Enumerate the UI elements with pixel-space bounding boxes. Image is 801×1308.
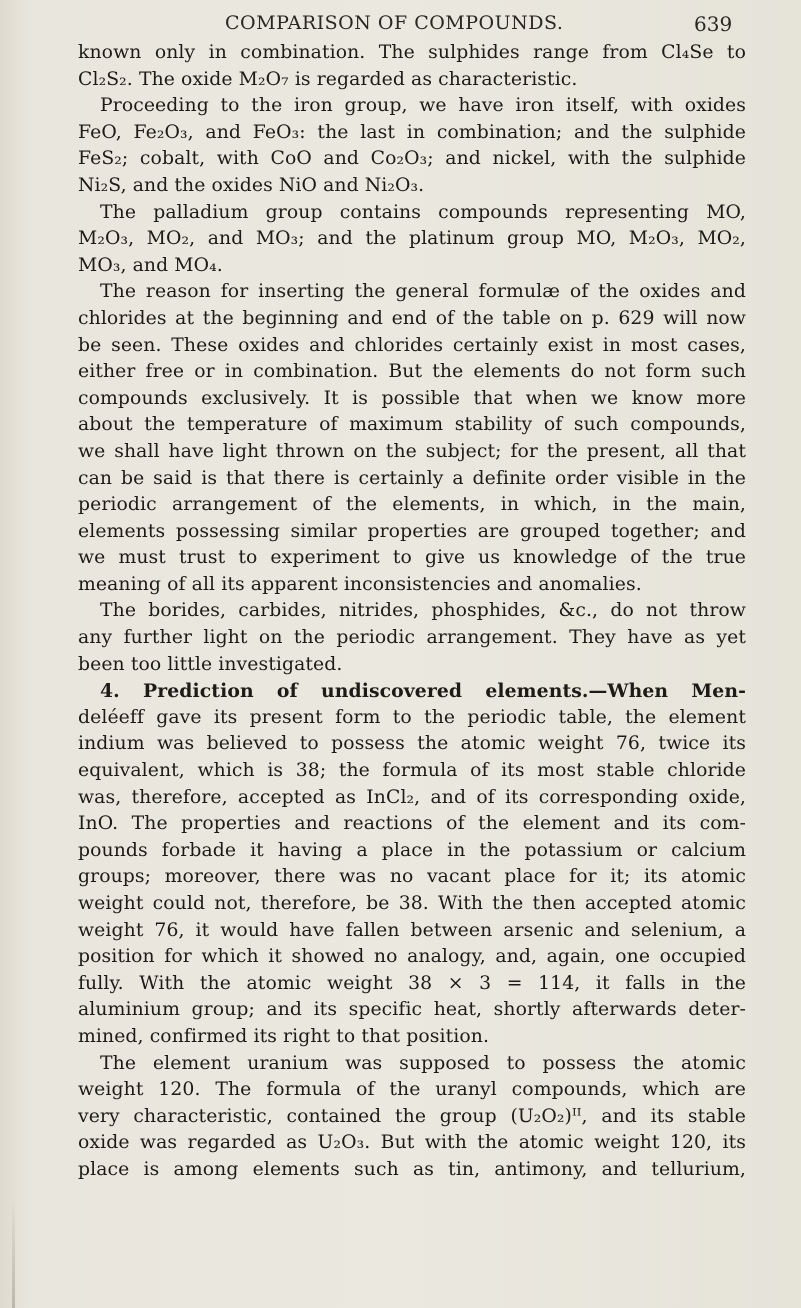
text-line: place is among elements such as tin, antimony, and tellurium, (78, 1158, 746, 1180)
text-line: equivalent, which is 38; the formula of its most stable chloride (78, 760, 746, 782)
text-line: MO₃, and MO₄. (78, 254, 223, 276)
text-line: groups; moreover, there was no vacant place for it; its atomic (78, 866, 746, 888)
text-line: was, therefore, accepted as InCl₂, and of its corresponding oxide, (78, 786, 746, 808)
page-header (0, 12, 760, 42)
text-line: known only in combination. The sulphides range from Cl₄Se to (78, 42, 746, 63)
text-line: weight 120. The formula of the uranyl compounds, which are (78, 1079, 746, 1101)
text-line: deléeff gave its present form to the periodic table, the element (78, 706, 746, 728)
text-line: oxide was regarded as U₂O₃. But with the atomic weight 120, its (78, 1132, 746, 1154)
text-line: mined, confirmed its right to that position. (78, 1025, 490, 1047)
text-line: be seen. These oxides and chlorides certainly exist in most cases, (78, 334, 746, 356)
text-line: pounds forbade it having a place in the potassium or calcium (78, 839, 746, 861)
text-line: elements possessing similar properties are grouped together; and (78, 520, 746, 542)
text-line: compounds exclusively. It is possible that when we know more (78, 387, 746, 409)
text-line: can be said is that there is certainly a definite order visible in the (78, 467, 746, 489)
text-line: indium was believed to possess the atomic weight 76, twice its (78, 733, 746, 755)
text-line: either free or in combination. But the elements do not form such (78, 361, 746, 383)
text-line: InO. The properties and reactions of the element and its com- (78, 813, 746, 835)
text-line: position for which it showed no analogy, and, again, one occupied (78, 946, 746, 968)
text-line: FeO, Fe₂O₃, and FeO₃: the last in combination; and the sulphide (78, 121, 746, 143)
section-heading-line: 4. Prediction of undiscovered elements.—When Men- (100, 680, 746, 703)
text-line: The reason for inserting the general formulæ of the oxides and (100, 281, 746, 303)
text-line: very characteristic, contained the group (U₂O₂)ᴵᴵ, and its stable (78, 1105, 746, 1127)
text-line: Proceeding to the iron group, we have iron itself, with oxides (100, 95, 746, 117)
page-number: 639 (694, 12, 733, 36)
text-line: meaning of all its apparent inconsistencies and anomalies. (78, 573, 642, 595)
text-line: The borides, carbides, nitrides, phosphides, &c., do not throw (100, 600, 746, 622)
text-line: aluminium group; and its specific heat, shortly afterwards deter- (78, 999, 746, 1021)
text-line: fully. With the atomic weight 38 × 3 = 114, it falls in the (78, 972, 746, 994)
text-line: any further light on the periodic arrangement. They have as yet (78, 627, 746, 649)
running-head: COMPARISON OF COMPOUNDS. (225, 12, 564, 34)
text-line: The palladium group contains compounds representing MO, (100, 201, 746, 223)
text-line: been too little investigated. (78, 653, 343, 675)
text-line: chlorides at the beginning and end of the table on p. 629 will now (78, 307, 746, 329)
text-line: periodic arrangement of the elements, in which, in the main, (78, 494, 746, 516)
text-line: we must trust to experiment to give us knowledge of the true (78, 547, 746, 569)
text-line: weight could not, therefore, be 38. With the then accepted atomic (78, 893, 746, 914)
body-text (78, 40, 746, 1184)
page-edge-shadow (12, 1200, 15, 1308)
text-line: FeS₂; cobalt, with CoO and Co₂O₃; and nickel, with the sulphide (78, 148, 746, 170)
text-line: Ni₂S, and the oxides NiO and Ni₂O₃. (78, 174, 425, 196)
text-line: about the temperature of maximum stability of such compounds, (78, 414, 746, 436)
text-line: The element uranium was supposed to possess the atomic (100, 1052, 746, 1074)
text-line: weight 76, it would have fallen between arsenic and selenium, a (78, 919, 746, 941)
text-line: M₂O₃, MO₂, and MO₃; and the platinum group MO, M₂O₃, MO₂, (78, 228, 746, 250)
text-line: Cl₂S₂. The oxide M₂O₇ is regarded as characteristic. (78, 68, 578, 90)
text-line: we shall have light thrown on the subject; for the present, all that (78, 440, 746, 462)
